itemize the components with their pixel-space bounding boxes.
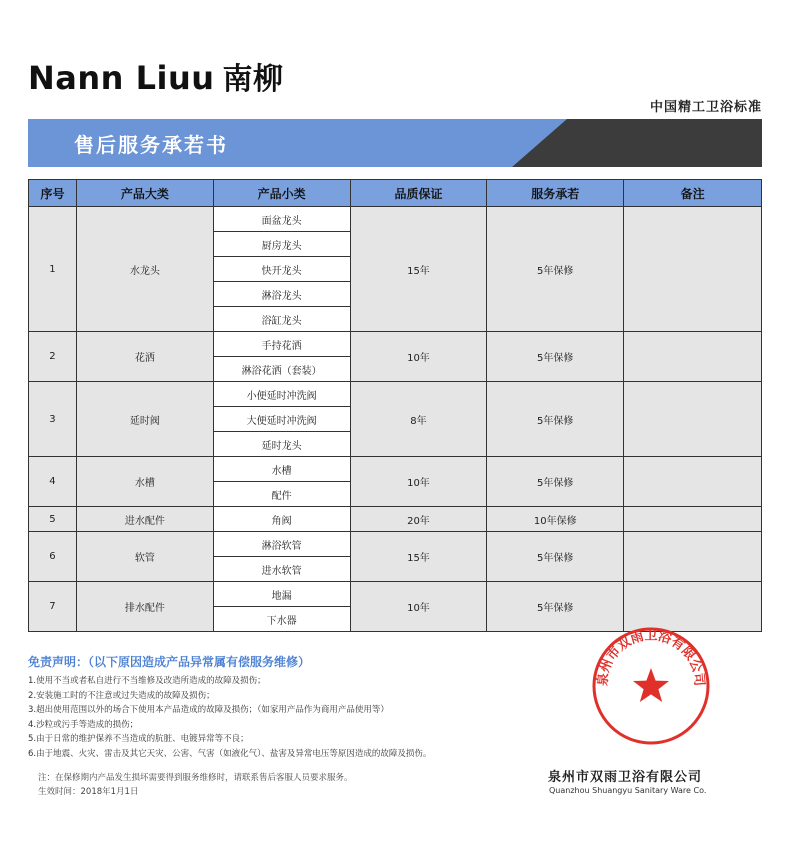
- quality-cell: 10年: [350, 332, 487, 382]
- service-cell: 5年保修: [487, 457, 624, 507]
- service-cell: 10年保修: [487, 507, 624, 532]
- quality-cell: 15年: [350, 207, 487, 332]
- row-number-cell: 1: [29, 207, 77, 332]
- table-body: [29, 207, 762, 632]
- service-cell: 5年保修: [487, 582, 624, 632]
- disclaimer-item: 1.使用不当或者私自进行不当维修及改造所造成的故障及损伤；: [28, 676, 266, 686]
- quality-cell: 20年: [350, 507, 487, 532]
- subcategory-cell: 下水器: [213, 607, 350, 632]
- subcategory-cell: 延时龙头: [213, 432, 350, 457]
- subcategory-cell: 淋浴花洒（套装）: [213, 357, 350, 382]
- quality-cell: 15年: [350, 532, 487, 582]
- table-row: [29, 207, 762, 232]
- remarks-cell: [624, 382, 762, 457]
- page-title: 售后服务承若书: [74, 133, 228, 157]
- row-number-cell: 2: [29, 332, 77, 382]
- category-cell: 进水配件: [76, 507, 213, 532]
- seal-text: 泉州市双雨卫浴有限公司: [595, 628, 707, 687]
- table-row: [29, 332, 762, 357]
- subcategory-cell: 浴缸龙头: [213, 307, 350, 332]
- row-number-cell: 5: [29, 507, 77, 532]
- column-header: 品质保证: [350, 180, 487, 207]
- brand-name-en: Nann Liuu: [28, 59, 215, 97]
- effective-date: 生效时间：2018年1月1日: [38, 787, 139, 797]
- category-cell: 花洒: [76, 332, 213, 382]
- note-line: 注：在保修期内产品发生损坏需要得到服务维修时，请联系售后客服人员要求服务。: [38, 773, 353, 783]
- service-table: [28, 179, 762, 632]
- table-row: [29, 507, 762, 532]
- remarks-cell: [624, 332, 762, 382]
- quality-cell: 10年: [350, 457, 487, 507]
- quality-cell: 8年: [350, 382, 487, 457]
- category-cell: 软管: [76, 532, 213, 582]
- company-seal: [589, 624, 713, 748]
- subcategory-cell: 小便延时冲洗阀: [213, 382, 350, 407]
- row-number-cell: 7: [29, 582, 77, 632]
- service-cell: 5年保修: [487, 532, 624, 582]
- disclaimer-item: 2.安装施工时的不注意或过失造成的故障及损伤；: [28, 690, 215, 701]
- disclaimer-list: [28, 674, 431, 762]
- subcategory-cell: 配件: [213, 482, 350, 507]
- tagline: 中国精工卫浴标准: [649, 100, 762, 115]
- table-row: [29, 457, 762, 482]
- company-name-cn: 泉州市双雨卫浴有限公司: [548, 770, 703, 785]
- banner-dark-accent: [512, 119, 762, 167]
- column-header: 服务承若: [487, 180, 624, 207]
- service-cell: 5年保修: [487, 207, 624, 332]
- column-header: 序号: [29, 180, 77, 207]
- remarks-cell: [624, 507, 762, 532]
- table-row: [29, 582, 762, 607]
- subcategory-cell: 角阀: [213, 507, 350, 532]
- disclaimer-item: 6.由于地震、火灾、雷击及其它天灾、公害、气害（如液化气）、盐害及异常电压等原因造成的故障及损伤。: [28, 748, 432, 759]
- column-header: 产品大类: [76, 180, 213, 207]
- table-row: [29, 532, 762, 557]
- subcategory-cell: 地漏: [213, 582, 350, 607]
- row-number-cell: 4: [29, 457, 77, 507]
- category-cell: 水龙头: [76, 207, 213, 332]
- subcategory-cell: 手持花洒: [213, 332, 350, 357]
- category-cell: 水槽: [76, 457, 213, 507]
- row-number-cell: 6: [29, 532, 77, 582]
- category-cell: 延时阀: [76, 382, 213, 457]
- row-number-cell: 3: [29, 382, 77, 457]
- subcategory-cell: 淋浴软管: [213, 532, 350, 557]
- service-cell: 5年保修: [487, 382, 624, 457]
- subcategory-cell: 大便延时冲洗阀: [213, 407, 350, 432]
- title-banner: [28, 119, 762, 167]
- column-header: 备注: [624, 180, 762, 207]
- brand-logo: [28, 54, 284, 98]
- subcategory-cell: 水槽: [213, 457, 350, 482]
- column-header: 产品小类: [213, 180, 350, 207]
- quality-cell: 10年: [350, 582, 487, 632]
- remarks-cell: [624, 207, 762, 332]
- star-icon: [633, 668, 669, 702]
- disclaimer-title: 免责声明：（以下原因造成产品异常属有偿服务维修）: [28, 655, 311, 669]
- disclaimer-item: 4.沙粒或污手等造成的损伤；: [28, 719, 139, 730]
- subcategory-cell: 淋浴龙头: [213, 282, 350, 307]
- subcategory-cell: 进水软管: [213, 557, 350, 582]
- service-cell: 5年保修: [487, 332, 624, 382]
- subcategory-cell: 厨房龙头: [213, 232, 350, 257]
- remarks-cell: [624, 457, 762, 507]
- disclaimer-item: 3.超出使用范围以外的场合下使用本产品造成的故障及损伤；（如家用产品作为商用产品使用等）: [28, 705, 389, 716]
- remarks-cell: [624, 532, 762, 582]
- table-header-row: [29, 180, 762, 207]
- disclaimer-item: 5.由于日常的维护保养不当造成的肮脏、电镀异常等不良；: [28, 734, 249, 745]
- company-name-en: Quanzhou Shuangyu Sanitary Ware Co.: [549, 786, 707, 795]
- subcategory-cell: 面盆龙头: [213, 207, 350, 232]
- category-cell: 排水配件: [76, 582, 213, 632]
- brand-name-cn: 南柳: [222, 62, 284, 97]
- subcategory-cell: 快开龙头: [213, 257, 350, 282]
- note-block: [38, 771, 353, 799]
- table-row: [29, 382, 762, 407]
